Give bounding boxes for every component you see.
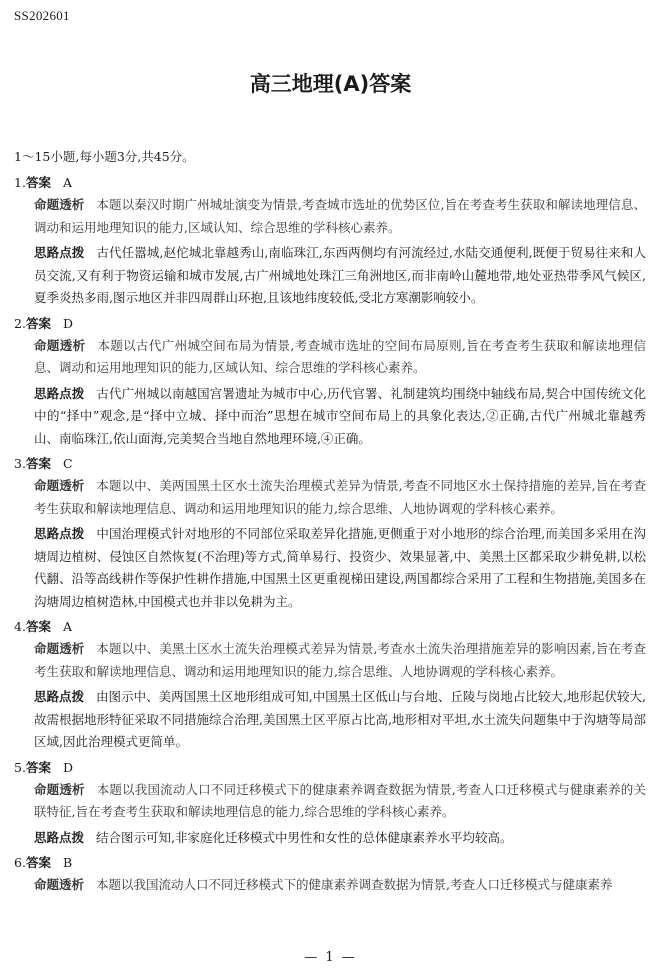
analysis-label: 命题透析 xyxy=(34,197,85,212)
hint-label: 思路点拨 xyxy=(34,829,85,845)
answer-label: 答案 xyxy=(25,619,51,634)
answer-choice: D xyxy=(62,315,73,331)
analysis-text: 本题以古代广州城空间布局为情景,考查城市选址的空间布局原则,旨在考查考生获取和解读地理信息、调动和运用地理知识的能力,区域认知、综合思维的学科核心素养。 xyxy=(34,337,646,375)
answer-label: 答案 xyxy=(25,315,51,331)
section-intro: 1～15小题,每小题3分,共45分。 xyxy=(14,149,195,164)
analysis-text: 本题以中、美两国黑土区水土流失治理模式差异为情景,考查不同地区水土保持措施的差异,旨在考查考生获取和解读地理信息、调动和运用地理知识的能力,综合思维、人地协调观的学科核心素养。 xyxy=(34,478,646,516)
answer-label: 答案 xyxy=(25,855,51,870)
answer-label: 答案 xyxy=(25,175,51,190)
answer-choice: A xyxy=(62,175,72,190)
analysis-paragraph xyxy=(14,475,646,520)
analysis-text: 本题以我国流动人口不同迁移模式下的健康素养调查数据为情景,考查人口迁移模式与健康素养 xyxy=(96,877,613,892)
answer-label: 答案 xyxy=(25,456,51,471)
hint-paragraph xyxy=(14,686,646,754)
hint-label: 思路点拨 xyxy=(34,245,85,260)
hint-text: 由图示中、美两国黑土区地形组成可知,中国黑土区低山与台地、丘陵与岗地占比较大,地形起伏较大,故需根据地形特征采取不同措施综合治理,美国黑土区平原占比高,地形相对平坦,水土流失问题集中于沟塘等局部区域,因此治理模式更简单。 xyxy=(34,689,646,749)
analysis-text: 本题以我国流动人口不同迁移模式下的健康素养调查数据为情景,考查人口迁移模式与健康素养的关联特征,旨在考查考生获取和解读地理信息的能力,综合思维的学科核心素养。 xyxy=(34,781,646,819)
question-number: 6. xyxy=(14,855,26,870)
hint-paragraph xyxy=(14,383,646,451)
question-number: 2. xyxy=(14,315,26,331)
question-answer-line xyxy=(14,172,646,194)
document-code: SS202601 xyxy=(14,8,70,23)
page-title: 高三地理(A)答案 xyxy=(249,72,412,96)
answer-choice: D xyxy=(62,759,73,775)
hint-label: 思路点拨 xyxy=(34,385,85,401)
question-number: 4. xyxy=(14,619,26,634)
answer-choice: C xyxy=(62,456,73,471)
page-number: — 1 — xyxy=(304,950,357,965)
question-answer-line xyxy=(14,453,646,475)
answer-choice: A xyxy=(62,619,72,634)
analysis-paragraph xyxy=(14,638,646,683)
analysis-paragraph xyxy=(14,335,646,380)
answer-content xyxy=(14,146,646,900)
hint-paragraph xyxy=(14,523,646,613)
hint-text: 古代广州城以南越国宫署遗址为城市中心,历代官署、礼制建筑均围绕中轴线布局,契合中国传统文化中的“择中”观念,是“择中立城、择中而治”思想在城市空间布局上的具象化表达,②正确,古代广州城北靠越秀山、南临珠江,依山面海,完美契合当地自然地理环境,④正确。 xyxy=(34,385,646,446)
analysis-label: 命题透析 xyxy=(34,478,85,493)
analysis-text: 本题以中、美黑土区水土流失治理模式差异为情景,考查水土流失治理措施差异的影响因素,旨在考查考生获取和解读地理信息、调动和运用地理知识的能力,综合思维、人地协调观的学科核心素养。 xyxy=(34,641,646,679)
analysis-label: 命题透析 xyxy=(34,877,85,892)
question-answer-line xyxy=(14,852,646,874)
analysis-label: 命题透析 xyxy=(34,337,86,353)
hint-text: 结合图示可知,非家庭化迁移模式中男性和女性的总体健康素养水平均较高。 xyxy=(96,829,513,845)
hint-label: 思路点拨 xyxy=(34,689,85,704)
hint-text: 古代任嚣城,赵佗城北靠越秀山,南临珠江,东西两侧均有河流经过,水陆交通便利,既便于贸易往来和人员交流,又有利于物资运输和城市发展,古广州城地处珠江三角洲地区,而非南岭山麓地带,地处亚热带季风气候区,夏季炎热多雨,图示地区并非四周群山环抱,且该地纬度较低,受北方寒潮影响较小。 xyxy=(34,245,646,305)
hint-text: 中国治理模式针对地形的不同部位采取差异化措施,更侧重于对小地形的综合治理,而美国多采用在沟塘周边植树、侵蚀区自然恢复(不治理)等方式,简单易行、投资少、效果显著,中、美黑土区都采取少耕免耕,以松代翻、沿等高线耕作等保护性耕作措施,中国黑土区更重视梯田建设,两国都综合采用了工程和生物措施,美国多在沟塘周边植树造林,中国模式也并非以免耕为主。 xyxy=(34,526,646,609)
hint-paragraph xyxy=(14,242,646,310)
question-number: 3. xyxy=(14,456,26,471)
hint-label: 思路点拨 xyxy=(34,526,85,541)
question-number: 5. xyxy=(14,759,26,775)
hint-paragraph xyxy=(14,827,646,850)
analysis-text: 本题以秦汉时期广州城址演变为情景,考查城市选址的优势区位,旨在考查考生获取和解读地理信息、调动和运用地理知识的能力,区域认知、综合思维的学科核心素养。 xyxy=(34,197,646,235)
question-number: 1. xyxy=(14,175,26,190)
analysis-paragraph xyxy=(14,874,646,897)
analysis-label: 命题透析 xyxy=(34,781,85,797)
question-list xyxy=(14,172,646,897)
analysis-label: 命题透析 xyxy=(34,641,85,656)
answer-label: 答案 xyxy=(25,759,51,775)
analysis-paragraph xyxy=(14,194,646,239)
analysis-paragraph xyxy=(14,779,646,824)
question-answer-line xyxy=(14,313,646,335)
answer-choice: B xyxy=(62,855,73,870)
question-answer-line xyxy=(14,757,646,779)
question-answer-line xyxy=(14,616,646,638)
